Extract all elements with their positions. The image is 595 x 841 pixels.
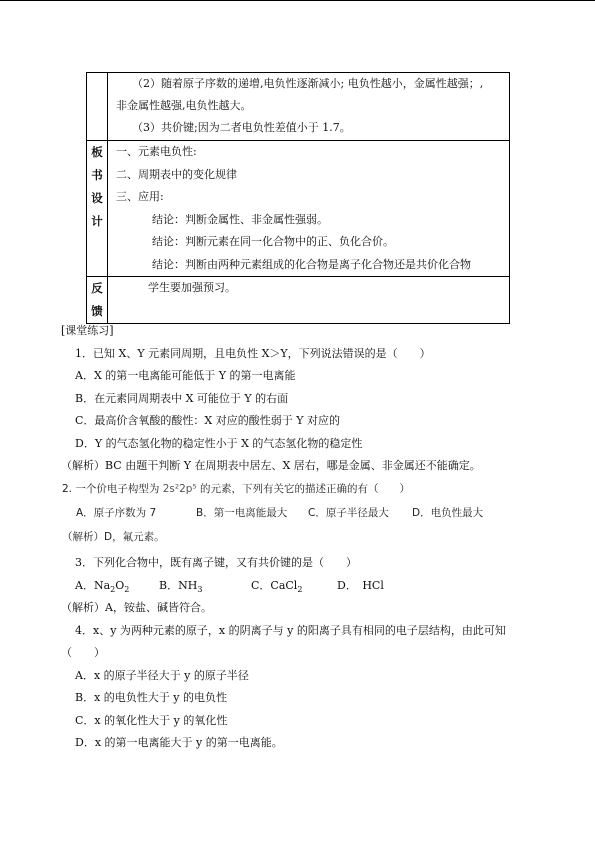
question-stem-part: 2. 一个价电子构型为 <box>62 483 163 495</box>
question-stem <box>62 477 483 501</box>
question-option: B．x 的电负性大于 y 的电负性 <box>75 691 227 704</box>
table-line: 三、应用: <box>116 190 164 203</box>
question-analysis: （解析）D，氟元素。 <box>62 531 165 543</box>
question-option: A．x 的原子半径大于 y 的原子半径 <box>75 668 249 682</box>
question-option: C．x 的氧化性大于 y 的氧化性 <box>75 713 228 727</box>
question-stem-part: 的元素，下列有关它的描述正确的有（ ） <box>196 483 410 495</box>
table-line: 结论：判断金属性、非金属性强弱。 <box>152 212 328 226</box>
table-line: 二、周期表中的变化规律 <box>116 167 237 181</box>
table-line: 非金属性越强,电负性越大。 <box>116 99 252 112</box>
question-option: A．原子序数为 7 <box>76 507 157 519</box>
lesson-notes-table <box>86 72 510 324</box>
row-content <box>108 73 510 141</box>
table-line: （2）随着原子序数的递增,电负性逐渐减小; 电负性越小，金属性越强；, <box>132 77 484 90</box>
section-heading: [课堂练习] <box>61 324 114 337</box>
question-option: C．原子半径最大 <box>308 507 389 519</box>
row-label-feedback <box>87 277 108 324</box>
option-subscript: 2 <box>297 584 303 594</box>
option-text: O <box>115 578 125 592</box>
option-subscript: 2 <box>110 584 116 594</box>
question-analysis: （解析）BC 由题干判断 Y 在周期表中居左、X 居右，哪是金属、非金属还不能确定。 <box>61 459 481 472</box>
table-row <box>87 141 510 277</box>
page-top-rule <box>0 0 595 1</box>
practice-section <box>61 320 531 478</box>
table-line: 一、元素电负性: <box>116 145 197 158</box>
option-text: C．CaCl <box>251 578 298 592</box>
table-line: （3）共价键;因为二者电负性差值小于 1.7。 <box>132 121 351 134</box>
row-label-char: 馈 <box>91 304 103 318</box>
question-option: D．x 的第一电离能大于 y 的第一电离能。 <box>75 736 283 749</box>
table-row <box>87 73 510 141</box>
table-line: 学生要加强预习。 <box>148 281 236 294</box>
row-label-empty <box>87 73 108 141</box>
question-options-row <box>61 575 531 598</box>
option-text: B．NH <box>159 578 198 592</box>
option-text: A．Na <box>75 578 111 592</box>
question-stem: 3．下列化合物中，既有离子键，又有共价键的是（ ） <box>75 556 357 569</box>
question-stem-continued: （ ） <box>61 646 105 659</box>
row-label-board-design <box>87 141 108 277</box>
question-option <box>251 575 337 602</box>
question-option: D．Y 的气态氢化物的稳定性小于 X 的气态氢化物的稳定性 <box>75 436 363 450</box>
question-analysis: （解析）A，铵盐、碱皆符合。 <box>61 601 212 614</box>
option-subscript: 2 <box>124 584 130 594</box>
question-option: B．在元素同周期表中 X 可能位于 Y 的右面 <box>75 391 289 405</box>
row-label-char: 反 <box>91 281 103 295</box>
question-stem: 1．已知 X、Y 元素同周期，且电负性 X＞Y，下列说法错误的是（ ） <box>75 346 431 360</box>
question-stem: 4．x、y 为两种元素的原子，x 的阴离子与 y 的阳离子具有相同的电子层结构，由此可知 <box>75 623 506 637</box>
row-label-char: 计 <box>91 214 103 228</box>
row-content <box>108 277 510 324</box>
question-3-and-4 <box>61 552 531 755</box>
scanned-question-2 <box>62 477 483 549</box>
question-option: C．最高价含氧酸的酸性：X 对应的酸性弱于 Y 对应的 <box>75 414 340 427</box>
table-line: 结论：判断由两种元素组成的化合物是离子化合物还是共价化合物 <box>152 257 471 271</box>
question-option: A．X 的第一电离能可能低于 Y 的第一电离能 <box>75 369 296 382</box>
question-option: B．第一电离能最大 <box>196 507 288 519</box>
row-label-char: 设 <box>91 191 103 205</box>
table-line: 结论：判断元素在同一化合物中的正、负化合价。 <box>152 235 394 248</box>
option-subscript: 3 <box>197 584 203 594</box>
electron-config: 2s²2p⁵ <box>162 483 197 495</box>
row-label-char: 书 <box>91 168 103 182</box>
question-option: D．电负性最大 <box>412 507 484 519</box>
row-content <box>108 141 510 277</box>
row-label-char: 板 <box>91 145 103 159</box>
question-option: D． HCl <box>337 578 384 592</box>
table-row <box>87 277 510 324</box>
question-options-row <box>62 501 483 525</box>
